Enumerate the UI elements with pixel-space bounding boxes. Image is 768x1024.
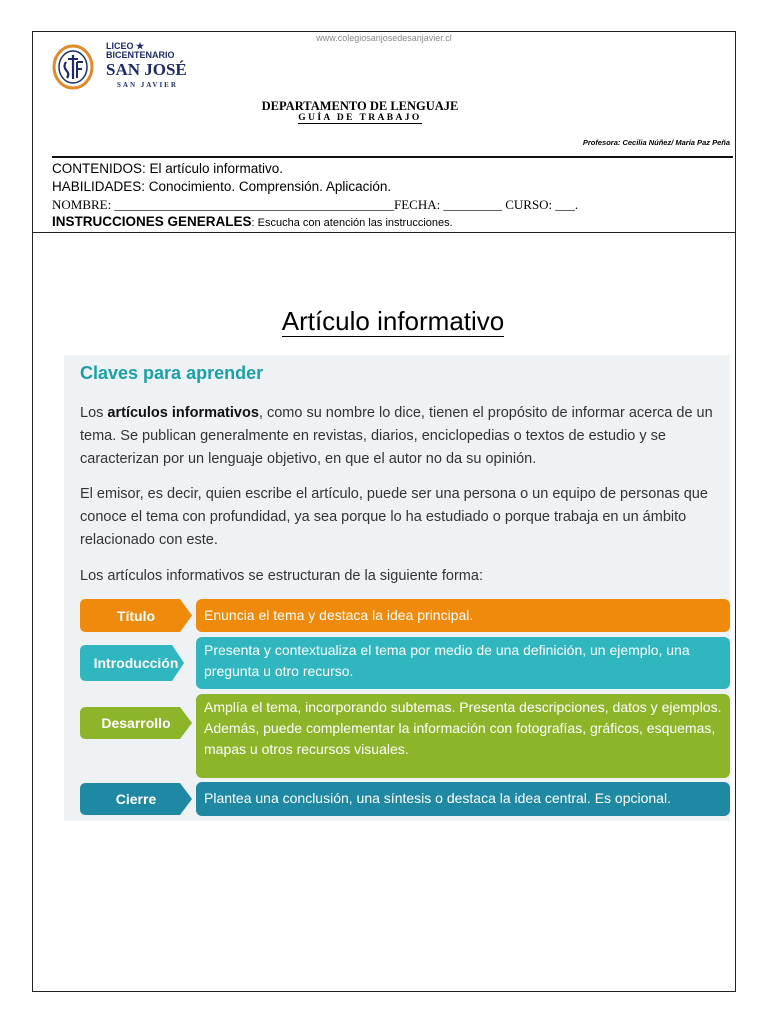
structure-tag-introduction [80,637,192,689]
guide-title [0,113,720,123]
structure-tag-label: Cierre [115,791,157,807]
student-info-line: NOMBRE: ___________________________________________FECHA: _________ CURSO: ___. [52,197,579,212]
structure-tag-label: Título [116,607,156,624]
guide-title-text: GUÍA DE TRABAJO [298,113,422,123]
teacher-names: Profesora: Cecilia Núñez/ María Paz Peña [582,138,730,147]
school-city: SAN JAVIER [117,81,178,89]
instructions-line [52,214,453,231]
structure-desc: Plantea una conclusión, una síntesis o destaca la idea central. Es opcional. [196,782,730,816]
structure-desc: Enuncia el tema y destaca la idea principal. [196,599,730,632]
department-title: DEPARTAMENTO DE LENGUAJE [261,99,459,113]
skills-line: HABILIDADES: Conocimiento. Comprensión. Aplicación. [52,179,392,194]
p1-bold: artículos informativos [107,405,259,421]
instructions-label: INSTRUCCIONES GENERALES [52,214,252,229]
structure-tag-development [80,694,192,778]
structure-row-introduction [80,637,730,689]
structure-row-closing [80,782,730,816]
paragraph-2: El emisor, es decir, quien escribe el artículo, puede ser una persona o un equipo de personas que conoce el tema con profundidad, ya sea porque lo ha estudiado o porque trabaja en un ámbito relacionado con este. [80,486,708,548]
structure-row-development [80,694,730,778]
structure-tag-title [80,599,192,632]
p1-after: , como su nombre lo dice, tienen el propósito de informar acerca de un tema. Se publican generalmente en revistas, diarios, enciclopedias o textos de estudio y se caracterizan por un lenguaje objetivo, en que el autor no da su opinión. [80,405,713,467]
tag-arrow-shape [80,694,192,778]
school-line2: BICENTENARIO [106,50,175,60]
panel-heading: Claves para aprender [80,363,264,383]
p1-before: Los [80,405,108,421]
instructions-text: : Escucha con atención las instrucciones. [251,217,453,229]
paragraph-3: Los artículos informativos se estructuran de la siguiente forma: [80,568,483,584]
main-title-text: Artículo informativo [281,306,505,336]
school-name: SAN JOSÉ [106,60,187,79]
info-divider [32,232,736,233]
school-seal-logo [52,44,94,90]
website-url: www.colegiosanjosedesanjavier.cl [316,33,452,43]
main-title [0,306,768,337]
structure-desc: Presenta y contextualiza el tema por medio de una definición, un ejemplo, una pregunta u otro recurso. [196,637,730,689]
contents-line: CONTENIDOS: El artículo informativo. [52,161,284,176]
structure-desc: Amplía el tema, incorporando subtemas. Presenta descripciones, datos y ejemplos. Además, puede complementar la información con fotografías, gráficos, esquemas, mapas u otros recursos visuales. [196,694,730,778]
structure-tag-closing [80,782,192,816]
structure-tag-label: Desarrollo [101,715,171,731]
school-line1: LICEO ★ [106,41,145,51]
structure-row-title [80,599,730,632]
paragraph-1 [80,402,730,471]
structure-tag-label: Introducción [93,655,179,671]
header-divider [52,156,733,158]
